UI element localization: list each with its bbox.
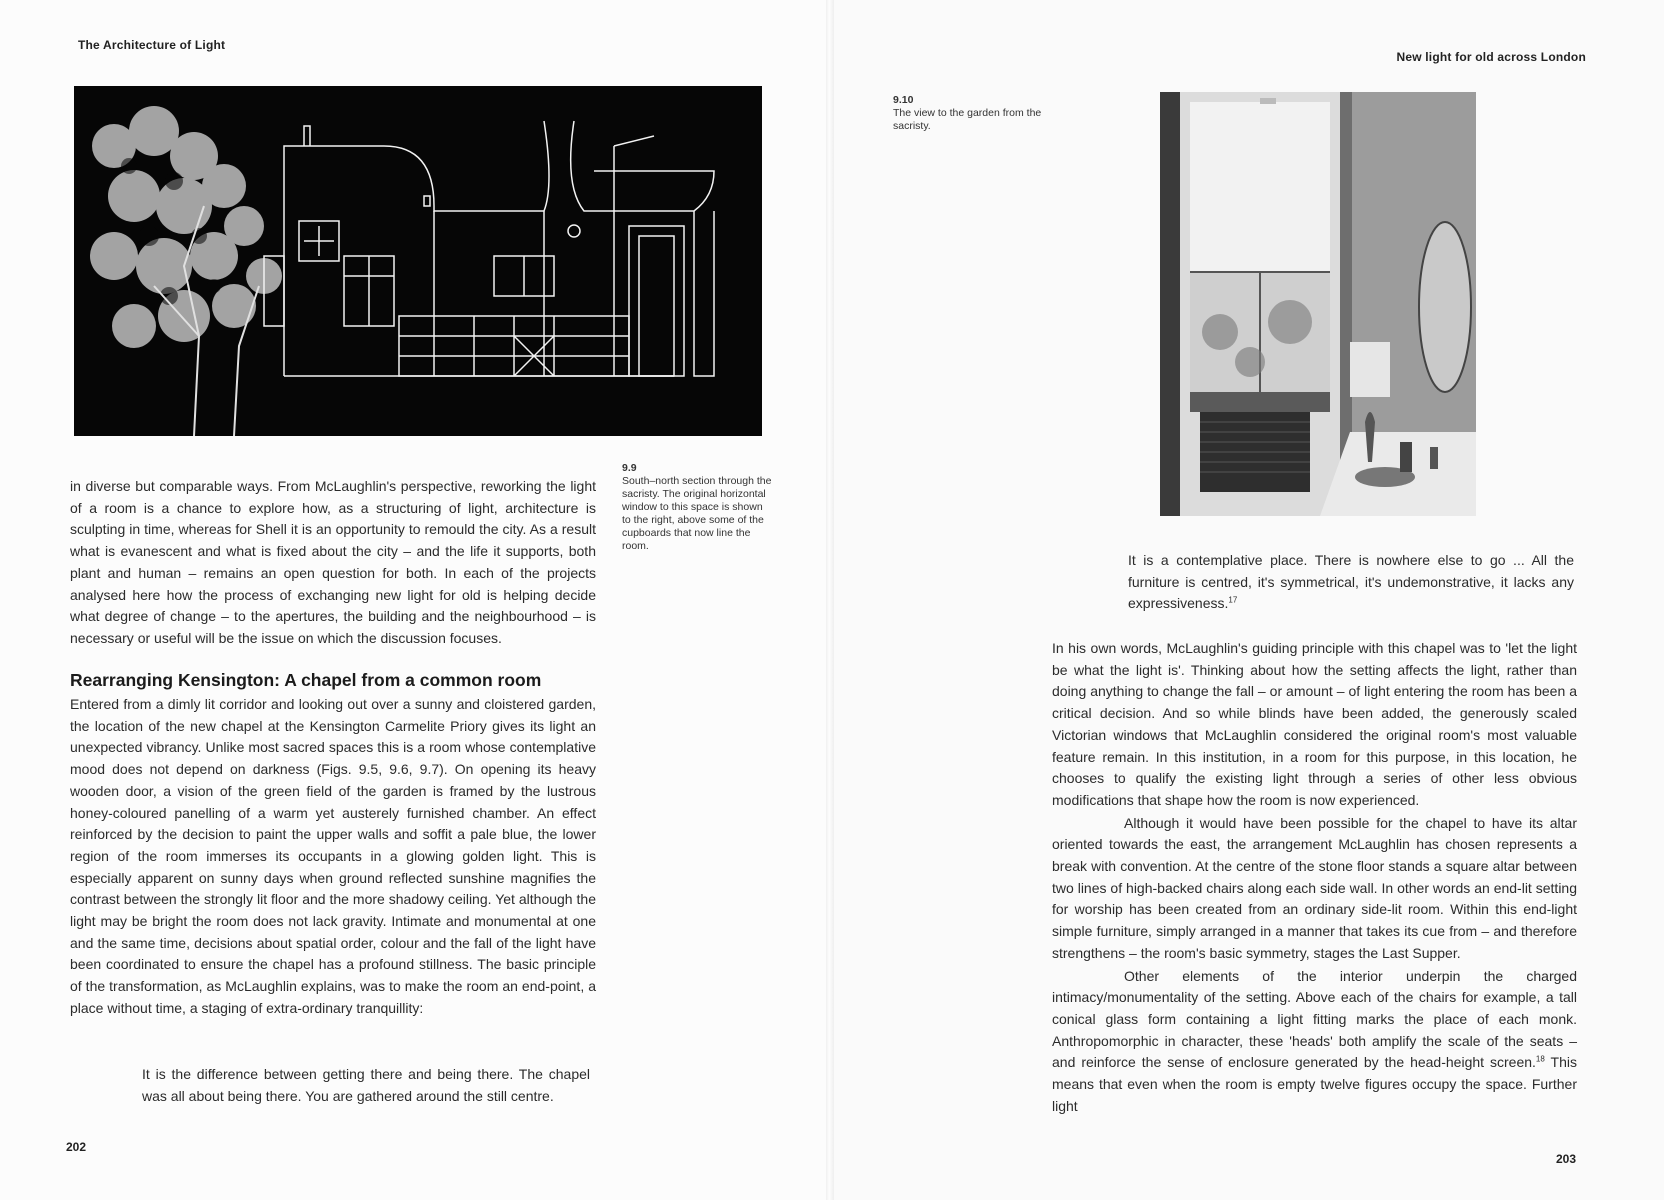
running-head-right: New light for old across London xyxy=(1396,50,1586,64)
block-quote: It is the difference between getting there and being there. The chapel was all about being there. You are gathered around the still centre. xyxy=(142,1066,590,1104)
figure-caption-9-9 xyxy=(622,462,772,553)
page-number-left: 202 xyxy=(66,1140,87,1154)
body-paragraph xyxy=(70,694,596,1020)
figure-caption-text: The view to the garden from the sacristy. xyxy=(893,107,1042,132)
paragraph-text: in diverse but comparable ways. From McLaughlin's perspective, reworking the light of a room is a chance to explore how, as a structuring of light, architecture is sculpting in time, whereas for Shell it is an opportunity to remould the city. As a result what is evanescent and what is fixed about the city – and the life it supports, both plant and human – remains an open question for both. In each of the projects analysed here how the process of exchanging new light for old is helping decide what degree of change – to the apertures, the building and the neighbourhood – is necessary or useful will be the issue on which the discussion focuses. xyxy=(70,478,596,646)
figure-number: 9.10 xyxy=(893,94,914,106)
block-quote xyxy=(1128,550,1574,615)
sacristy-photo-figure-9-10 xyxy=(1160,92,1476,516)
figure-number: 9.9 xyxy=(622,462,637,474)
endnote-marker: 17 xyxy=(1228,595,1238,605)
body-paragraph xyxy=(70,476,596,650)
book-gutter xyxy=(826,0,834,1200)
paragraph-segment: Other elements of the interior underpin the charged intimacy/monumentality of the setting. Above each of the chairs for example, a tall conical glass form containing a light fitting marks the place of each monk. Anthropomorphic in character, these 'heads' both amplify the scale of the seats – and reinforce the sense of enclosure generated by the head-height screen. xyxy=(1052,967,1577,1071)
body-text-column xyxy=(1052,638,1577,1117)
endnote-marker: 18 xyxy=(1535,1054,1545,1064)
quote-text: It is a contemplative place. There is nowhere else to go ... All the furniture is centred, it's symmetrical, it's undemonstrative, it lacks any expressiveness. xyxy=(1128,552,1574,612)
paragraph-text: Entered from a dimly lit corridor and looking out over a sunny and cloistered garden, the location of the new chapel at the Kensington Carmelite Priory gives its light an unexpected vibrancy. Unlike most sacred spaces this is a room whose contemplative mood does not depend on darkness (Figs. 9.5, 9.6, 9.7). On opening its heavy wooden door, a vision of the green field of the garden is framed by the lustrous honey-coloured panelling of a warm yet austerely furnished chamber. An effect reinforced by the decision to paint the upper walls and soffit a pale blue, the lower region of the room immerses its occupants in a glowing golden light. This is especially apparent on sunny days when ground reflected sunshine magnifies the contrast between the strongly lit floor and the more shadowy ceiling. Yet although the light may be bright the room does not lack gravity. Intimate and monumental at one and the same time, decisions about spatial order, colour and the fall of the light have been coordinated to ensure the chapel has a profound stillness. The basic principle of the transformation, as McLaughlin explains, was to make the room an end-point, a place without time, a staging of extra-ordinary tranquillity: xyxy=(70,696,596,1016)
paragraph-text xyxy=(1052,966,1577,1118)
figure-caption-text: South–north section through the sacristy. The original horizontal window to this space is shown to the right, above some of the cupboards that now line the room. xyxy=(622,475,772,552)
section-drawing-figure-9-9 xyxy=(74,86,762,436)
paragraph-segment: This means that even when the room is empty twelve figures occupy the space. Further light xyxy=(1052,1054,1577,1114)
page-number-right: 203 xyxy=(1555,1152,1576,1166)
section-subheading: Rearranging Kensington: A chapel from a common room xyxy=(70,670,542,690)
paragraph-text: In his own words, McLaughlin's guiding principle with this chapel was to 'let the light be what the light is'. Thinking about how the setting affects the light, rather than doing anything to change the fall – or amount – of light entering the room has been a critical decision. And so while blinds have been added, the generously scaled Victorian windows that McLaughlin considered the original room's most valuable feature remain. In this institution, in a room for this purpose, in this location, he chooses to qualify the existing light through a series of other less obvious modifications that shape how the room is now experienced. xyxy=(1052,640,1577,808)
figure-caption-9-10 xyxy=(893,94,1043,133)
paragraph-text: Although it would have been possible for the chapel to have its altar oriented towards the east, the arrangement McLaughlin has chosen represents a break with convention. At the centre of the stone floor stands a square altar between two lines of high-backed chairs along each side wall. In other words an end-lit setting for worship has been created from an ordinary side-lit room. Within this end-light simple furniture, simply arranged in a manner that takes its cue from – and therefore strengthens – the room's basic symmetry, stages the Last Supper. xyxy=(1052,814,1577,961)
running-head-left: The Architecture of Light xyxy=(78,38,226,52)
